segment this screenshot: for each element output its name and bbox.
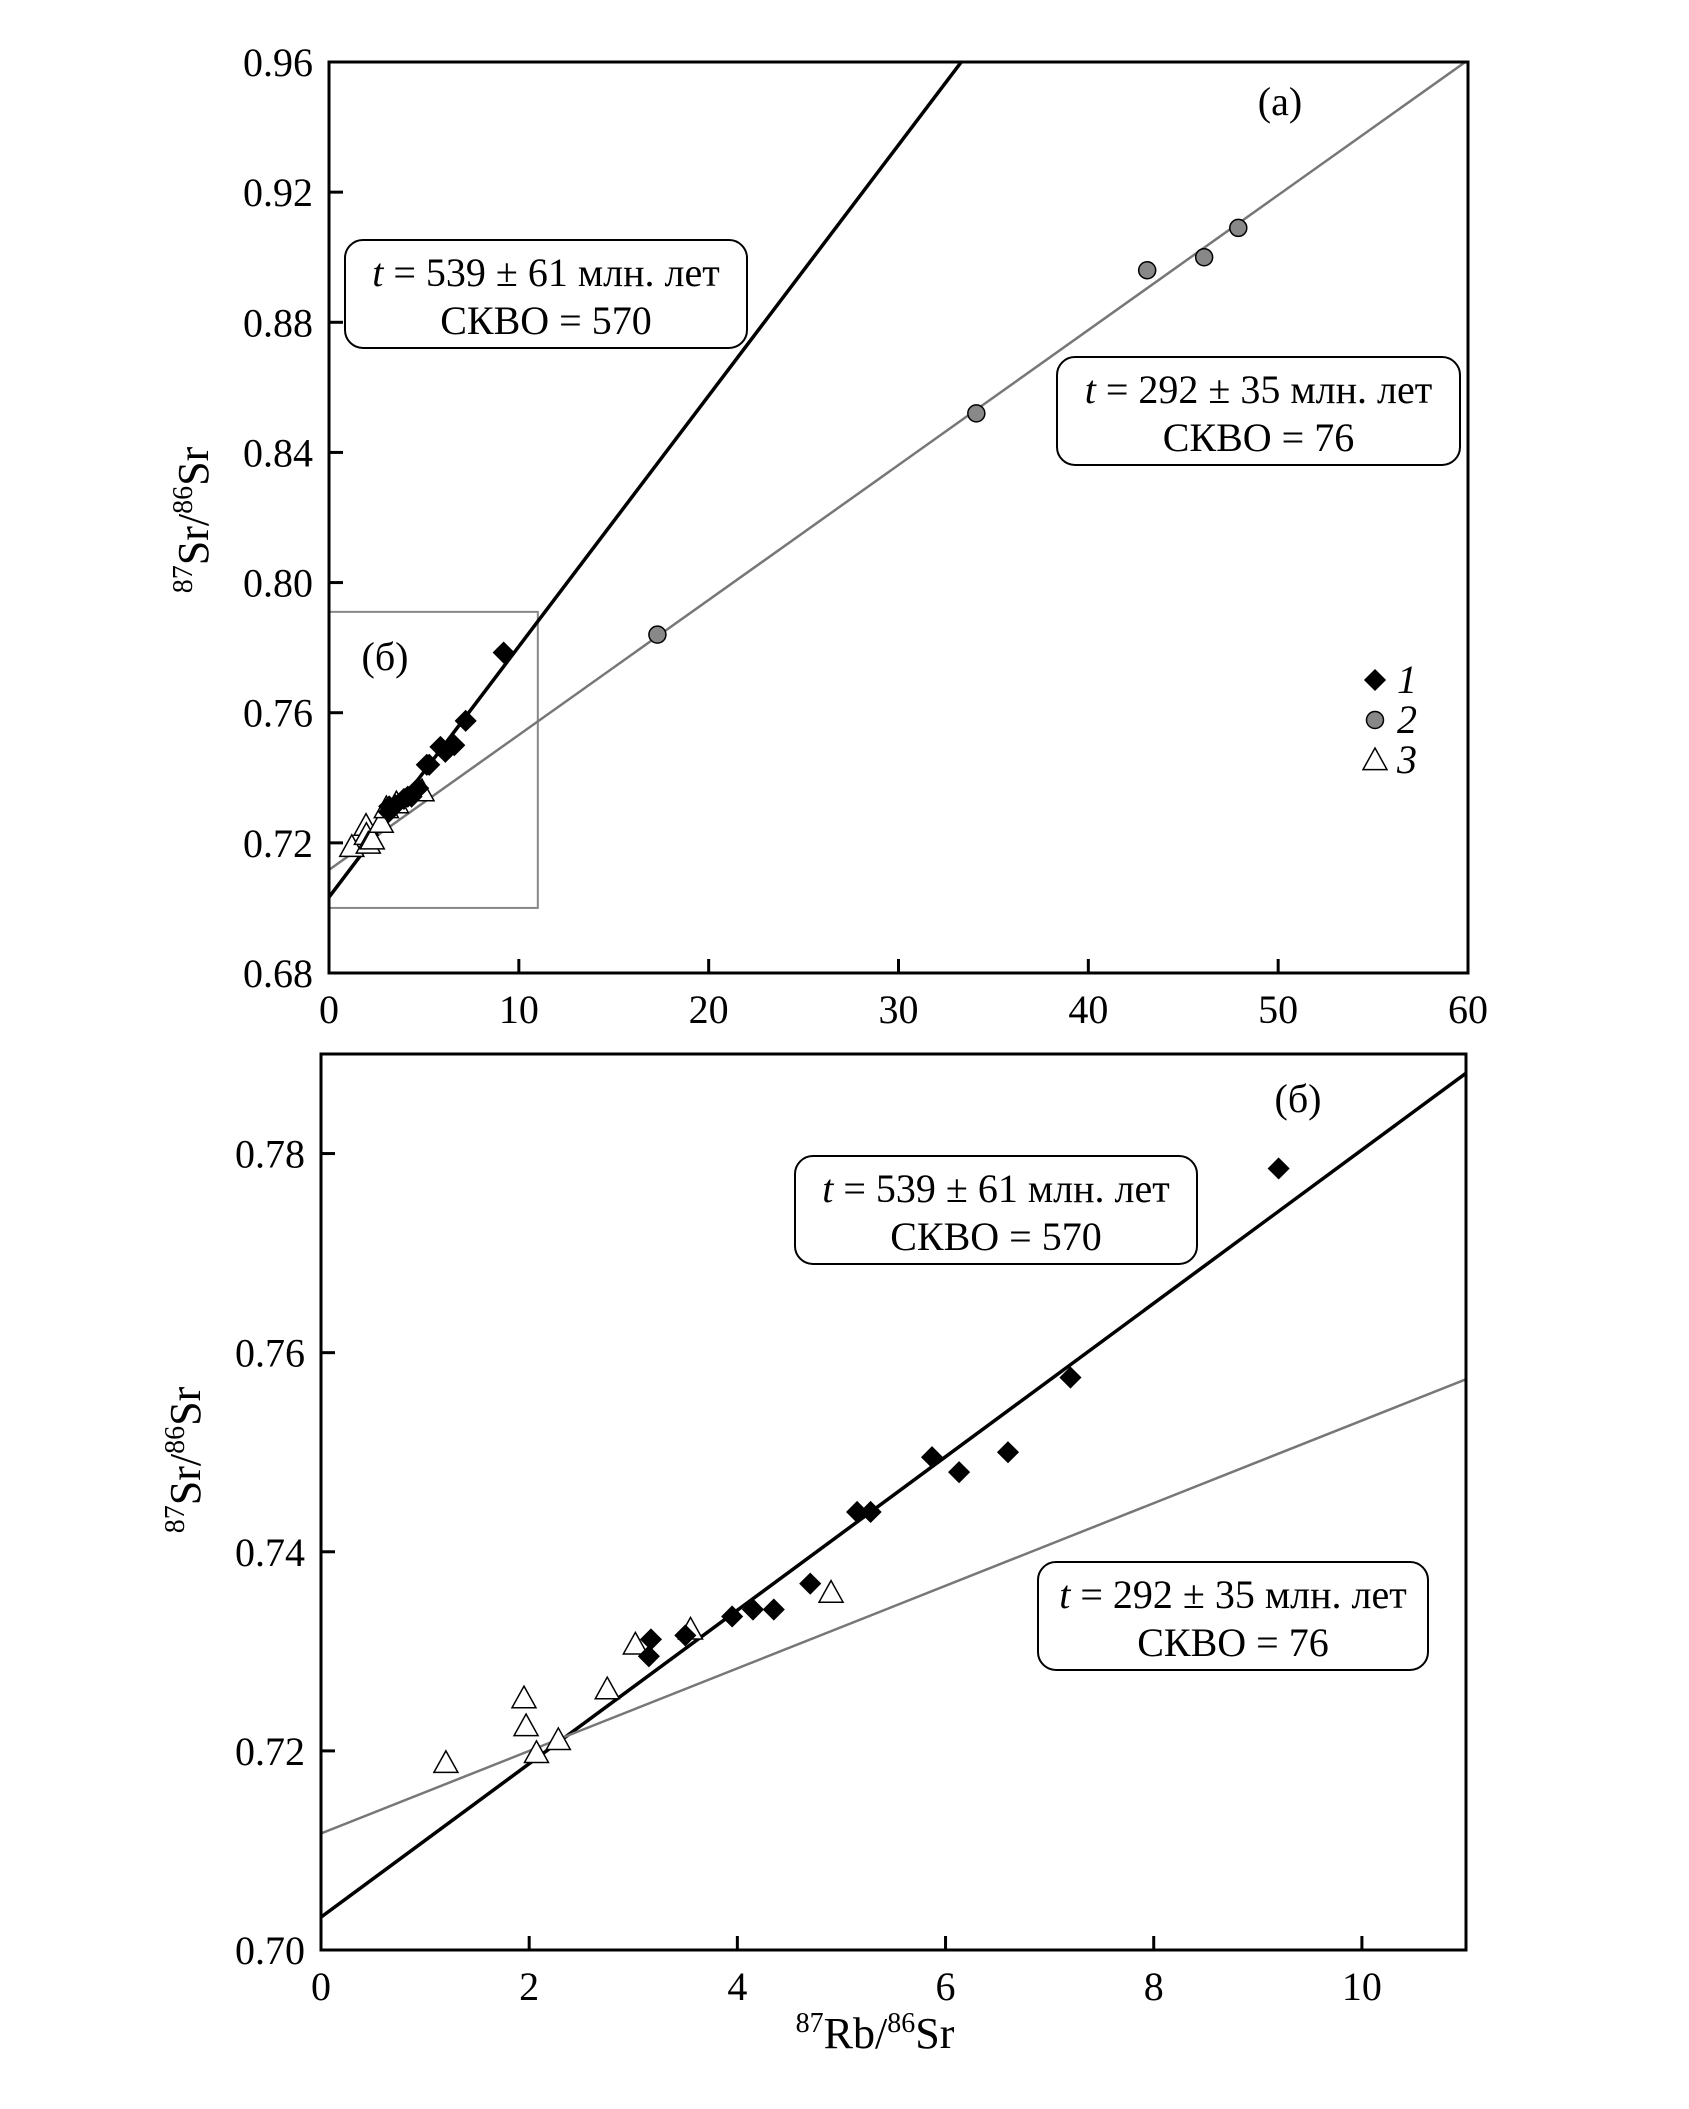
y-axis-label-sup: 86 (168, 485, 199, 514)
data-point-series-1 (800, 1574, 820, 1594)
y-tick-label: 0.76 (243, 690, 313, 736)
age-box-line1: t = 539 ± 61 млн. лет (822, 1166, 1170, 1211)
data-point-series-2 (649, 626, 666, 643)
age-box-line2: СКВО = 76 (1162, 415, 1355, 460)
y-axis-label: $^{87}$Sr/$^{86}$Sr (168, 446, 218, 594)
age-box-line2: СКВО = 570 (890, 1214, 1102, 1259)
legend-label-1: 1 (1397, 657, 1417, 702)
data-point-series-3 (514, 1714, 538, 1736)
y-tick-label: 0.92 (243, 170, 313, 216)
legend-marker-3 (1363, 748, 1387, 770)
y-tick-label: 0.80 (243, 560, 313, 606)
x-tick-label: 50 (1258, 987, 1299, 1032)
age-box-line2: СКВО = 76 (1137, 1620, 1329, 1665)
x-tick-label: 20 (688, 987, 729, 1032)
y-tick-label: 0.72 (235, 1728, 305, 1774)
y-axis-label-sup: 87 (168, 565, 199, 594)
x-axis-label-sup: 87 (795, 2008, 824, 2039)
age-box-line1: t = 292 ± 35 млн. лет (1059, 1572, 1407, 1617)
x-tick-label: 40 (1068, 987, 1109, 1032)
data-point-series-3 (546, 1728, 570, 1750)
data-point-series-2 (968, 405, 985, 422)
legend-marker-2 (1367, 712, 1384, 729)
legend-label-3: 3 (1397, 737, 1417, 782)
y-tick-label: 0.76 (235, 1330, 305, 1376)
age-box-line1: t = 292 ± 35 млн. лет (1084, 367, 1433, 412)
y-tick-label: 0.78 (235, 1131, 305, 1177)
data-point-series-1 (922, 1447, 942, 1467)
data-point-series-2 (1196, 249, 1213, 266)
panel-label: (б) (1274, 1076, 1322, 1121)
x-tick-label: 6 (935, 1964, 956, 2009)
legend-marker-1 (1365, 670, 1385, 690)
data-point-series-3 (819, 1581, 843, 1603)
x-tick-label: 2 (519, 1964, 540, 2009)
data-point-series-3 (512, 1686, 536, 1708)
data-point-series-1 (998, 1442, 1018, 1462)
x-tick-label: 10 (1341, 1964, 1382, 2009)
data-point-series-1 (1269, 1158, 1289, 1178)
x-tick-label: 10 (498, 987, 539, 1032)
x-axis-label-sup: 86 (887, 2008, 916, 2039)
y-tick-label: 0.96 (243, 40, 313, 85)
data-point-series-2 (1139, 262, 1156, 279)
data-point-series-1 (764, 1600, 784, 1620)
x-axis-label: $^{87}$Rb/$^{86}$Sr (795, 2008, 955, 2058)
y-tick-label: 0.70 (235, 1928, 305, 1973)
data-point-series-2 (1230, 219, 1247, 236)
y-tick-label: 0.74 (235, 1529, 305, 1575)
plot-frame (329, 62, 1468, 973)
y-tick-label: 0.88 (243, 300, 313, 346)
legend-label-2: 2 (1397, 697, 1417, 742)
x-tick-label: 0 (311, 1964, 331, 2009)
age-box-line1: t = 539 ± 61 млн. лет (372, 250, 720, 295)
y-tick-label: 0.72 (243, 820, 313, 866)
y-axis-label-sup: 86 (160, 1425, 191, 1454)
panel-b (160, 1054, 1466, 2058)
panel-label: (a) (1257, 79, 1303, 124)
x-tick-label: 4 (727, 1964, 748, 2009)
inset-label: (б) (361, 634, 409, 679)
panel-a (168, 0, 1488, 1032)
data-point-series-3 (434, 1751, 458, 1773)
y-axis-label-sup: 87 (160, 1505, 191, 1534)
y-axis-label: $^{87}$Sr/$^{86}$Sr (160, 1386, 210, 1534)
y-tick-label: 0.84 (243, 430, 313, 476)
data-point-series-3 (595, 1677, 619, 1699)
age-box-line2: СКВО = 570 (440, 298, 652, 343)
y-tick-label: 0.68 (243, 951, 313, 996)
x-tick-label: 8 (1143, 1964, 1164, 2009)
data-point-series-1 (949, 1462, 969, 1482)
x-tick-label: 0 (319, 987, 339, 1032)
x-tick-label: 60 (1448, 987, 1488, 1032)
x-tick-label: 30 (878, 987, 919, 1032)
